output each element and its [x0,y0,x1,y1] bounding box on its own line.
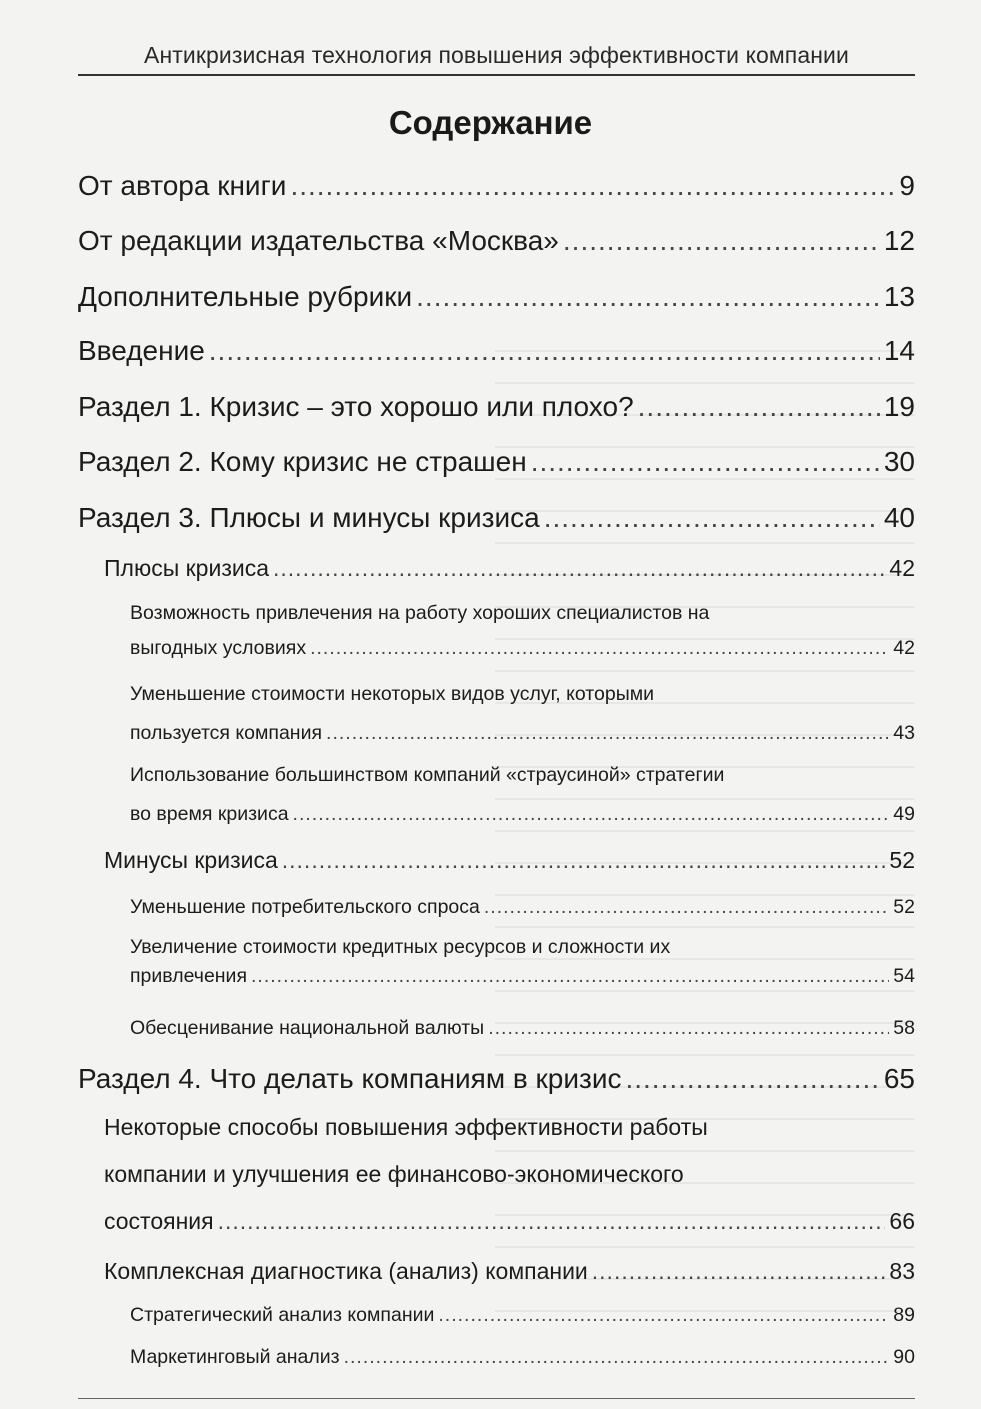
toc-entry: Дополнительные рубрики ..... 13 [78,281,915,313]
header-rule [78,74,915,76]
toc-entry-multiline [130,683,915,745]
toc-entry: От редакции издательства «Москва» ..... 12 [78,225,915,257]
footer-rule [78,1398,915,1399]
toc-entry-multiline [130,764,915,826]
toc-entry: Стратегический анализ компании ..... 89 [130,1304,915,1327]
toc-title: Содержание [388,104,593,141]
toc-entry: Раздел 1. Кризис – это хорошо или плохо? ..... 19 [78,391,915,423]
toc-entry: Обесценивание национальной валюты ..... 58 [130,1017,915,1040]
toc-entry-line: Возможность привлечения на работу хороших специалистов на [130,602,710,624]
toc-entry: Раздел 4. Что делать компаниям в кризис ..... 65 [78,1063,915,1095]
toc-entry-last-line: во время кризиса ..... 49 [130,803,915,826]
toc-entry-line: Использование большинством компаний «страусиной» стратегии [130,764,725,786]
toc-entry-last-line: пользуется компания ..... 43 [130,722,915,745]
toc-entry-multiline [130,936,915,988]
toc-entry-last-line: выгодных условиях ..... 42 [130,637,915,660]
toc-entry: Комплексная диагностика (анализ) компании ..... 83 [104,1258,915,1285]
toc-entry: Раздел 3. Плюсы и минусы кризиса ..... 40 [78,502,915,534]
toc-entry-multiline [130,602,915,660]
toc-entry-last-line: состояния ..... 66 [104,1208,915,1235]
toc-entry-line: Уменьшение стоимости некоторых видов услуг, которыми [130,683,655,705]
toc-entry: Маркетинговый анализ ..... 90 [130,1346,915,1369]
toc-entry-line: Некоторые способы повышения эффективности работы [104,1114,708,1140]
toc-entry: От автора книги ..... 9 [78,170,915,202]
toc-entry: Минусы кризиса ..... 52 [104,847,915,874]
toc-entry: Уменьшение потребительского спроса ..... 52 [130,896,915,919]
toc-entry-last-line: привлечения ..... 54 [130,965,915,988]
toc-entry: Плюсы кризиса ..... 42 [104,555,915,582]
toc-entry: Введение ..... 14 [78,335,915,367]
toc-entry-line: компании и улучшения ее финансово-экономического [104,1161,684,1187]
toc-entry-line: Увеличение стоимости кредитных ресурсов и сложности их [130,936,671,958]
toc-entry-multiline [104,1114,915,1235]
running-header: Антикризисная технология повышения эффективности компании [144,42,849,68]
toc-entry: Раздел 2. Кому кризис не страшен ..... 30 [78,446,915,478]
